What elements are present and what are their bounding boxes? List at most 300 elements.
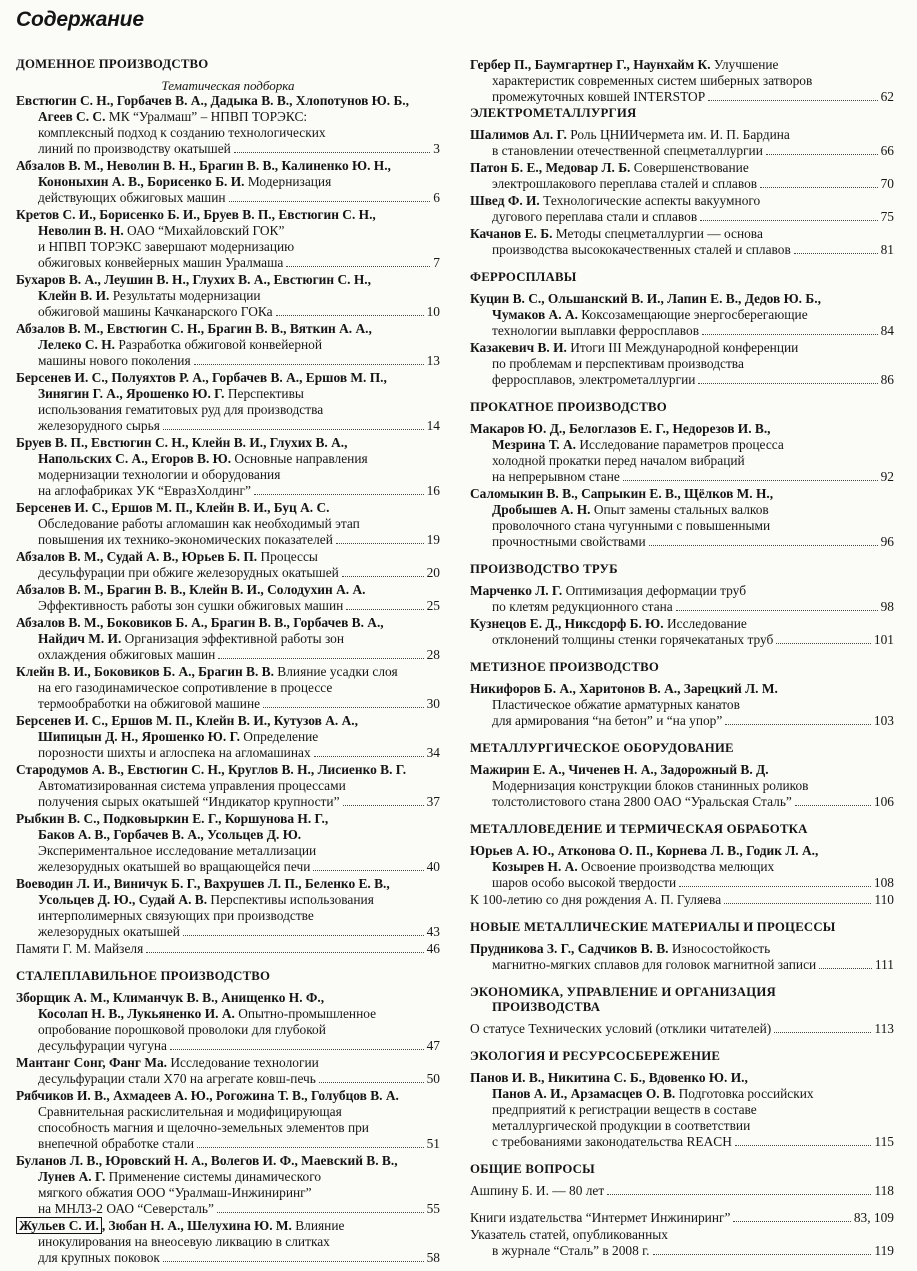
entry-first-line xyxy=(16,93,440,109)
leader-line xyxy=(38,141,440,157)
entry-text: Влияние xyxy=(291,1218,345,1233)
entry-line xyxy=(38,1104,440,1120)
author-names: Марченко Л. Г. xyxy=(470,583,563,598)
entry-continuation xyxy=(470,599,894,615)
toc-entry xyxy=(470,843,894,891)
toc-entry xyxy=(470,892,894,908)
entry-title-end: технологии выплавки ферросплавов xyxy=(492,323,700,338)
dot-leader xyxy=(794,253,878,254)
entry-title-end: на МНЛЗ-2 ОАО “Северсталь” xyxy=(38,1201,214,1216)
author-names: Евстюгин С. Н., Горбачев В. А., Дадыка В. В., Хлопотунов Ю. Б., xyxy=(16,93,409,108)
leader-line xyxy=(492,632,894,648)
entry-title-end: охлаждения обжиговых машин xyxy=(38,647,216,662)
leader-line xyxy=(492,209,894,225)
entry-title-end: Книги издательства “Интермет Инжиниринг” xyxy=(470,1210,731,1225)
entry-line xyxy=(38,680,440,696)
entry-continuation xyxy=(16,109,440,157)
leader-line xyxy=(492,599,894,615)
entry-continuation xyxy=(470,176,894,192)
entry-first-line xyxy=(470,762,894,778)
page-number: 34 xyxy=(426,745,440,760)
page-number: 81 xyxy=(880,242,894,257)
leader-line xyxy=(38,483,440,499)
entry-text: Результаты модернизации xyxy=(109,288,261,303)
entry-text: Исследование технологии xyxy=(167,1055,319,1070)
entry-text: Организация эффективной работы зон xyxy=(121,631,345,646)
leader-line xyxy=(492,875,894,891)
entry-line xyxy=(492,518,894,534)
author-names: Бруев В. П., Евстюгин С. Н., Клейн В. И., Глухих В. А., xyxy=(16,435,348,450)
dot-leader xyxy=(724,903,871,904)
dot-leader xyxy=(217,1212,424,1213)
entry-line xyxy=(38,239,440,255)
entry-text: инокулирования на внеосевую ликвацию в слитках xyxy=(38,1234,330,1249)
entry-text: Итоги III Международной конференции xyxy=(566,340,799,355)
entry-continuation xyxy=(470,778,894,810)
author-names: Мезрина Т. А. xyxy=(492,437,577,452)
toc-entry xyxy=(16,1088,440,1152)
entry-text: Сравнительная раскислительная и модифицирующая xyxy=(38,1104,342,1119)
entry-first-line xyxy=(16,990,440,1006)
entry-text: Разработка обжиговой конвейерной xyxy=(115,337,323,352)
leader-line xyxy=(38,1038,440,1054)
page-number: 19 xyxy=(426,532,440,547)
author-names: Патон Б. Е., Медовар Л. Б. xyxy=(470,160,631,175)
entry-first-line xyxy=(16,582,440,598)
entry-line xyxy=(38,1185,440,1201)
entry-first-line xyxy=(16,762,440,778)
entry-first-line xyxy=(16,370,440,386)
entry-continuation xyxy=(16,778,440,810)
section-heading: ОБЩИЕ ВОПРОСЫ xyxy=(470,1162,595,1176)
dot-leader xyxy=(766,154,878,155)
entry-text: Влияние усадки слоя xyxy=(273,664,398,679)
entry-first-line xyxy=(16,811,440,827)
toc-entry xyxy=(16,811,440,875)
dot-leader xyxy=(319,1082,424,1083)
dot-leader xyxy=(336,543,424,544)
toc-entry xyxy=(16,664,440,712)
dot-leader xyxy=(819,968,872,969)
leader-line xyxy=(492,1134,894,1150)
entry-text: Обследование работы агломашин как необходимый этап xyxy=(38,516,360,531)
author-names: Мантанг Сонг, Фанг Ма. xyxy=(16,1055,167,1070)
entry-text: ОАО “Михайловский ГОК” xyxy=(123,223,285,238)
entry-line xyxy=(492,73,894,89)
dot-leader xyxy=(234,152,430,153)
entry-first-line xyxy=(470,340,894,356)
page-number: 16 xyxy=(426,483,440,498)
entry-text: Роль ЦНИИчермета им. И. П. Бардина xyxy=(566,127,790,142)
page-number: 84 xyxy=(880,323,894,338)
entry-title-end: линий по производству окатышей xyxy=(38,141,231,156)
entry-continuation xyxy=(16,680,440,712)
dot-leader xyxy=(649,545,878,546)
entry-continuation xyxy=(16,565,440,581)
entry-text: Коксозамещающие энергосберегающие xyxy=(577,307,808,322)
entry-continuation xyxy=(16,288,440,320)
page-number: 28 xyxy=(426,647,440,662)
dot-leader xyxy=(170,1049,424,1050)
entry-line xyxy=(492,1086,894,1102)
entry-continuation xyxy=(470,73,894,105)
toc-entry xyxy=(16,272,440,320)
page-title: Содержание xyxy=(16,8,144,31)
dot-leader xyxy=(733,1221,850,1222)
leader-line xyxy=(470,1210,894,1226)
page-number: 51 xyxy=(426,1136,440,1151)
leader-line xyxy=(492,323,894,339)
entry-first-line xyxy=(470,226,894,242)
entry-first-line xyxy=(470,486,894,502)
dot-leader xyxy=(776,643,871,644)
toc-entry xyxy=(470,486,894,550)
entry-first-line xyxy=(16,321,440,337)
author-names: Мажирин Е. А., Чиченев Н. А., Задорожный В. Д. xyxy=(470,762,769,777)
section-heading: ЭЛЕКТРОМЕТАЛЛУРГИЯ xyxy=(470,106,637,120)
author-names: Напольских С. А., Егоров В. Ю. xyxy=(38,451,232,466)
toc-entry xyxy=(470,616,894,648)
entry-continuation xyxy=(470,356,894,388)
entry-line xyxy=(38,1169,440,1185)
entry-continuation xyxy=(470,307,894,339)
page-number: 20 xyxy=(426,565,440,580)
entry-line xyxy=(38,337,440,353)
entry-line xyxy=(492,502,894,518)
dot-leader xyxy=(676,610,878,611)
leader-line xyxy=(38,565,440,581)
page-number: 46 xyxy=(426,941,440,956)
leader-line xyxy=(38,353,440,369)
section-heading: ФЕРРОСПЛАВЫ xyxy=(470,270,577,284)
entry-first-line xyxy=(470,291,894,307)
section-heading: ПРОИЗВОДСТВО ТРУБ xyxy=(470,562,618,576)
entry-continuation xyxy=(16,631,440,663)
toc-entry xyxy=(16,207,440,271)
author-names: Макаров Ю. Д., Белоглазов Е. Г., Недорезов И. В., xyxy=(470,421,771,436)
entry-text: по проблемам и перспективам производства xyxy=(492,356,744,371)
entry-text: Оптимизация деформации труб xyxy=(562,583,747,598)
page-number: 75 xyxy=(880,209,894,224)
toc-entry xyxy=(16,990,440,1054)
author-names: Косолап Н. В., Лукьяненко И. А. xyxy=(38,1006,235,1021)
section-heading: ДОМЕННОЕ ПРОИЗВОДСТВО xyxy=(16,57,209,71)
entry-line xyxy=(492,859,894,875)
entry-title-end: обжиговой машины Качканарского ГОКа xyxy=(38,304,273,319)
toc-left-column xyxy=(16,57,440,1267)
entry-first-line xyxy=(16,1055,440,1071)
leader-line xyxy=(38,794,440,810)
entry-continuation xyxy=(470,242,894,258)
author-names: Абзалов В. М., Брагин В. В., Клейн В. И., Солодухин А. А. xyxy=(16,582,366,597)
leader-line xyxy=(38,1136,440,1152)
entry-title-end: железорудного сырья xyxy=(38,418,160,433)
dot-leader xyxy=(146,952,423,953)
entry-title-end: Эффективность работы зон сушки обжиговых машин xyxy=(38,598,344,613)
author-names: Берсенев И. С., Полуяхтов Р. А., Горбачев В. А., Ершов М. П., xyxy=(16,370,387,385)
entry-text: Совершенствование xyxy=(630,160,749,175)
dot-leader xyxy=(708,100,877,101)
entry-continuation xyxy=(16,1104,440,1152)
toc-entry xyxy=(16,435,440,499)
author-names: Лелеко С. Н. xyxy=(38,337,115,352)
entry-line xyxy=(38,451,440,467)
author-names: Рябчиков И. В., Ахмадеев А. Ю., Рогожина Т. В., Голубцов В. А. xyxy=(16,1088,399,1103)
author-names: Стародумов А. В., Евстюгин С. Н., Круглов В. Н., Лисиенко В. Г. xyxy=(16,762,407,777)
toc-entry xyxy=(470,226,894,258)
section-heading: ПРОКАТНОЕ ПРОИЗВОДСТВО xyxy=(470,400,667,414)
dot-leader xyxy=(698,383,877,384)
page-number: 86 xyxy=(880,372,894,387)
section-heading xyxy=(470,985,894,1015)
author-names: Никифоров Б. А., Харитонов В. А., Зарецкий Л. М. xyxy=(470,681,778,696)
author-names: Лунев А. Г. xyxy=(38,1169,106,1184)
entry-first-line xyxy=(470,1227,894,1243)
leader-line xyxy=(38,647,440,663)
toc-entry xyxy=(16,93,440,157)
toc-entry xyxy=(16,941,440,957)
page-number: 113 xyxy=(874,1021,894,1036)
leader-line xyxy=(38,304,440,320)
entry-first-line xyxy=(470,127,894,143)
dot-leader xyxy=(774,1032,871,1033)
entry-continuation xyxy=(16,337,440,369)
dot-leader xyxy=(163,429,424,430)
entry-title-end: по клетям редукционного стана xyxy=(492,599,673,614)
page-number: 101 xyxy=(873,632,894,647)
page-number: 3 xyxy=(433,141,440,156)
toc-entry xyxy=(470,291,894,339)
toc-entry xyxy=(16,1218,440,1266)
entry-title-end: производства высококачественных сталей и сплавов xyxy=(492,242,791,257)
dot-leader xyxy=(607,1194,871,1195)
leader-line xyxy=(470,1021,894,1037)
author-names: Козырев Н. А. xyxy=(492,859,578,874)
entry-title-end: с требованиями законодательства REACH xyxy=(492,1134,732,1149)
entry-title-end: электрошлакового переплава сталей и сплавов xyxy=(492,176,758,191)
leader-line xyxy=(38,1250,440,1266)
leader-line xyxy=(492,794,894,810)
dot-leader xyxy=(163,1261,424,1262)
toc-entry xyxy=(470,193,894,225)
page-number: 10 xyxy=(426,304,440,319)
entry-line xyxy=(38,1022,440,1038)
entry-title-end: в журнале “Сталь” в 2008 г. xyxy=(492,1243,650,1258)
page-number: 6 xyxy=(433,190,440,205)
dot-leader xyxy=(183,935,424,936)
entry-line xyxy=(38,516,440,532)
entry-text: Улучшение xyxy=(710,57,779,72)
page-number: 115 xyxy=(874,1134,894,1149)
page-number: 47 xyxy=(426,1038,440,1053)
entry-line xyxy=(492,1118,894,1134)
leader-line xyxy=(470,892,894,908)
entry-title-end: десульфурации при обжиге железорудных окатышей xyxy=(38,565,339,580)
entry-title-end: десульфурации чугуна xyxy=(38,1038,168,1053)
subsection-heading: Тематическая подборка xyxy=(161,78,295,93)
toc-entry xyxy=(470,1021,894,1037)
entry-line xyxy=(492,437,894,453)
dot-leader xyxy=(735,1145,872,1146)
entry-text: проволочного стана чугунными с повышенными xyxy=(492,518,771,533)
toc-entry xyxy=(16,582,440,614)
toc-entry xyxy=(16,762,440,810)
leader-line xyxy=(38,255,440,271)
entry-title-end: отклонений толщины стенки горячекатаных труб xyxy=(492,632,774,647)
leader-line xyxy=(492,143,894,159)
toc-entry xyxy=(16,1055,440,1087)
entry-line xyxy=(38,402,440,418)
leader-line xyxy=(492,242,894,258)
entry-continuation xyxy=(470,1086,894,1150)
entry-line xyxy=(492,697,894,713)
author-names: Усольцев Д. Ю., Судай А. В. xyxy=(38,892,208,907)
author-names: Неволин В. Н. xyxy=(38,223,124,238)
toc-entry xyxy=(470,762,894,810)
highlighted-author: Жульев С. И. xyxy=(16,1217,102,1234)
toc-entry xyxy=(16,713,440,761)
author-names: Кузнецов Е. Д., Никсдорф Б. Ю. xyxy=(470,616,664,631)
entry-line xyxy=(38,288,440,304)
toc-entry xyxy=(16,370,440,434)
author-names: Саломыкин В. В., Сапрыкин Е. В., Щёлков М. Н., xyxy=(470,486,774,501)
toc-entry xyxy=(16,876,440,940)
entry-title-end: прочностными свойствами xyxy=(492,534,646,549)
page-number: 111 xyxy=(874,957,894,972)
entry-first-line xyxy=(16,207,440,223)
author-names: Гербер П., Баумгартнер Г., Наунхайм К. xyxy=(470,57,711,72)
entry-title-end: магнитно-мягких сплавов для головок магнитной записи xyxy=(492,957,817,972)
entry-title-end: О статусе Технических условий (отклики читателей) xyxy=(470,1021,772,1036)
entry-line xyxy=(38,467,440,483)
entry-text: Технологические аспекты вакуумного xyxy=(539,193,761,208)
entry-title-end: порозности шихты и аглоспека на агломашинах xyxy=(38,745,311,760)
entry-title-end: для армирования “на бетон” и “на упор” xyxy=(492,713,723,728)
dot-leader xyxy=(313,870,423,871)
entry-title-end: в становлении отечественной спецметаллургии xyxy=(492,143,763,158)
entry-continuation xyxy=(16,598,440,614)
entry-title-end: Памяти Г. М. Майзеля xyxy=(16,941,144,956)
entry-line xyxy=(492,307,894,323)
dot-leader xyxy=(314,756,424,757)
dot-leader xyxy=(218,658,423,659)
entry-first-line xyxy=(470,616,894,632)
leader-line xyxy=(38,859,440,875)
entry-continuation xyxy=(470,859,894,891)
author-names: Берсенев И. С., Ершов М. П., Клейн В. И., Кутузов А. А., xyxy=(16,713,358,728)
page-number: 40 xyxy=(426,859,440,874)
entry-text: Исследование параметров процесса xyxy=(576,437,784,452)
leader-line xyxy=(492,1243,894,1259)
entry-line xyxy=(38,778,440,794)
leader-line xyxy=(492,176,894,192)
dot-leader xyxy=(702,334,878,335)
entry-line xyxy=(38,1120,440,1136)
entry-first-line xyxy=(16,272,440,288)
leader-line xyxy=(38,190,440,206)
page-number: 106 xyxy=(873,794,894,809)
author-names: Берсенев И. С., Ершов М. П., Клейн В. И., Буц А. С. xyxy=(16,500,330,515)
entry-text: использования гематитовых руд для производства xyxy=(38,402,324,417)
toc-entry xyxy=(16,549,440,581)
toc-entry xyxy=(470,57,894,105)
leader-line xyxy=(492,469,894,485)
entry-first-line xyxy=(470,941,894,957)
toc-entry xyxy=(470,421,894,485)
author-names: Абзалов В. М., Неволин В. Н., Брагин В. В., Калиненко Ю. Н., xyxy=(16,158,391,173)
leader-line xyxy=(492,713,894,729)
entry-line xyxy=(492,356,894,372)
entry-text: Модернизация конструкции блоков станинных роликов xyxy=(492,778,809,793)
toc-entry xyxy=(470,583,894,615)
author-names: Панов И. В., Никитина С. Б., Вдовенко Ю. И., xyxy=(470,1070,748,1085)
entry-text: Подготовка российских xyxy=(675,1086,814,1101)
leader-line xyxy=(38,1071,440,1087)
toc-entry xyxy=(16,158,440,206)
entry-title-end: дугового переплава стали и сплавов xyxy=(492,209,698,224)
entry-title-end: толстолистового стана 2800 ОАО “Уральская Сталь” xyxy=(492,794,792,809)
entry-continuation xyxy=(470,957,894,973)
entry-continuation xyxy=(16,1006,440,1054)
author-names: Зборщик А. М., Климанчук В. В., Анищенко Н. Ф., xyxy=(16,990,325,1005)
toc-entry xyxy=(470,340,894,388)
entry-line xyxy=(38,174,440,190)
dot-leader xyxy=(343,805,424,806)
entry-continuation xyxy=(470,502,894,550)
toc-entry xyxy=(470,160,894,192)
entry-continuation xyxy=(16,174,440,206)
toc-entry xyxy=(16,615,440,663)
entry-text: Опыт замены стальных валков xyxy=(590,502,769,517)
entry-first-line xyxy=(16,549,440,565)
leader-line xyxy=(492,534,894,550)
entry-continuation xyxy=(16,386,440,434)
entry-first-line xyxy=(470,193,894,209)
entry-text: Применение системы динамического xyxy=(105,1169,322,1184)
toc-entry xyxy=(470,1070,894,1150)
author-names: Найдич М. И. xyxy=(38,631,122,646)
section-heading-line: ЭКОНОМИКА, УПРАВЛЕНИЕ И ОРГАНИЗАЦИЯ xyxy=(470,985,776,999)
author-names: Качанов Е. Б. xyxy=(470,226,553,241)
entry-text: интерполимерных связующих при производстве xyxy=(38,908,314,923)
entry-text: Методы спецметаллургии — основа xyxy=(552,226,763,241)
entry-title-end: К 100-летию со дня рождения А. П. Гуляева xyxy=(470,892,722,907)
entry-line xyxy=(38,1234,440,1250)
entry-title-end: на аглофабриках УК “ЕвразХолдинг” xyxy=(38,483,251,498)
entry-continuation xyxy=(16,516,440,548)
entry-first-line xyxy=(470,160,894,176)
section-heading: МЕТАЛЛУРГИЧЕСКОЕ ОБОРУДОВАНИЕ xyxy=(470,741,734,755)
entry-line xyxy=(492,453,894,469)
dot-leader xyxy=(286,266,430,267)
section-heading: НОВЫЕ МЕТАЛЛИЧЕСКИЕ МАТЕРИАЛЫ И ПРОЦЕССЫ xyxy=(470,920,836,934)
section-heading: МЕТИЗНОЕ ПРОИЗВОДСТВО xyxy=(470,660,659,674)
author-names: Швед Ф. И. xyxy=(470,193,540,208)
leader-line xyxy=(38,745,440,761)
author-names: , Зюбан Н. А., Шелухина Ю. М. xyxy=(101,1218,292,1233)
author-names: Буланов Л. В., Юровский Н. А., Волегов И. Ф., Маевский В. В., xyxy=(16,1153,398,1168)
entry-title-end: термообработки на обжиговой машине xyxy=(38,696,261,711)
entry-text: Перспективы использования xyxy=(207,892,374,907)
author-names: Агеев С. С. xyxy=(38,109,106,124)
entry-continuation xyxy=(470,437,894,485)
author-names: Бухаров В. А., Леушин В. Н., Глухих В. А., Евстюгин С. Н., xyxy=(16,272,371,287)
page-number: 37 xyxy=(426,794,440,809)
page-number: 62 xyxy=(880,89,894,104)
leader-line xyxy=(38,696,440,712)
dot-leader xyxy=(623,480,878,481)
dot-leader xyxy=(700,220,877,221)
